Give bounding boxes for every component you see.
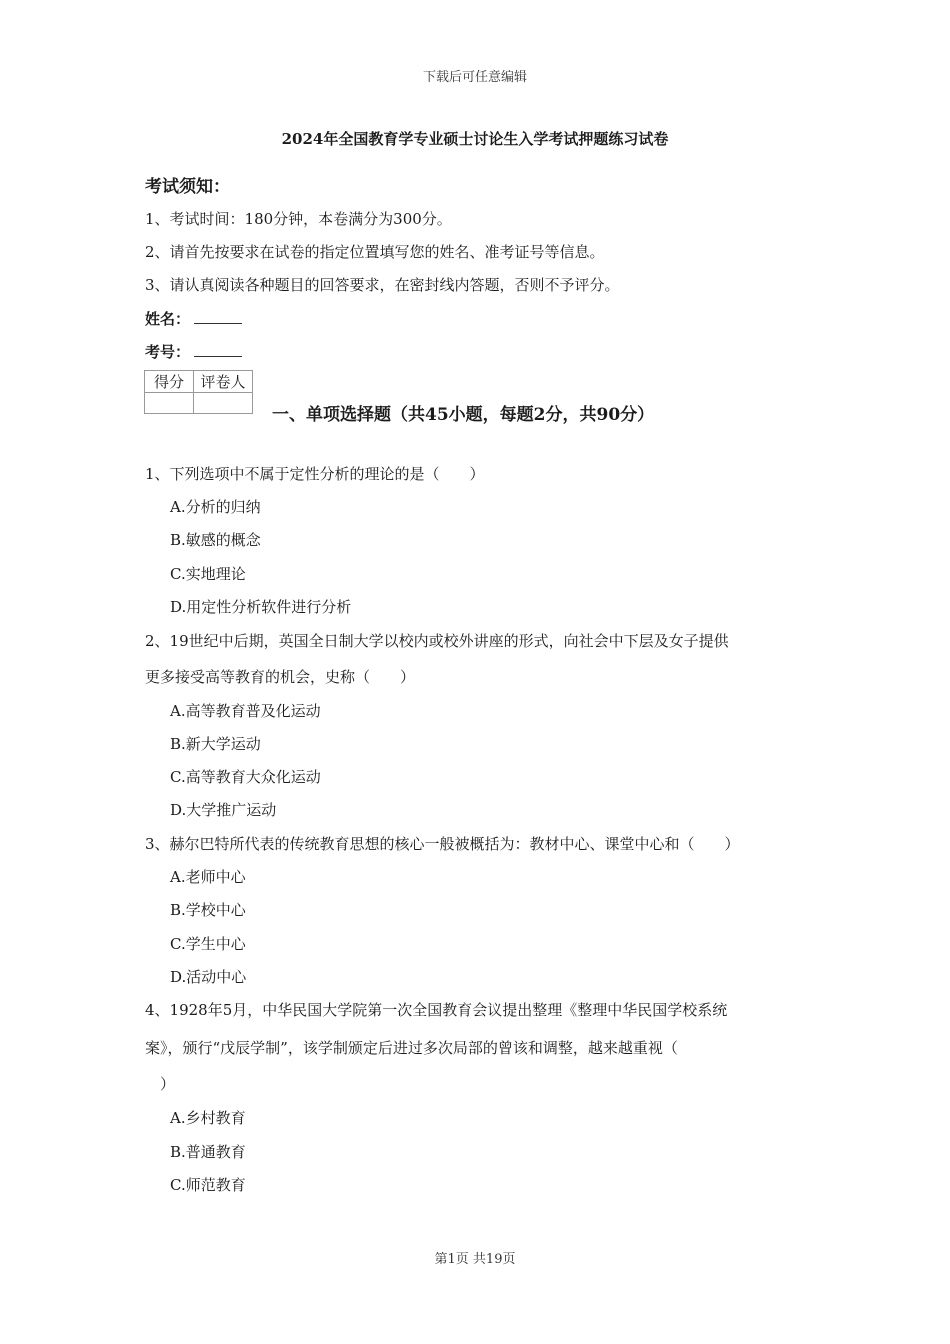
question-option: A.老师中心 xyxy=(170,868,246,886)
question-text: 案》，颁行“戊辰学制”，该学制颁定后进过多次局部的曾该和调整，越来越重视（ xyxy=(145,1039,678,1057)
name-field xyxy=(145,308,242,329)
question-text: 2、19世纪中后期，英国全日制大学以校内或校外讲座的形式，向社会中下层及女子提供 xyxy=(145,632,729,650)
id-label: 考号： xyxy=(145,343,191,361)
notice-item: 1、考试时间：180分钟，本卷满分为300分。 xyxy=(145,210,452,228)
question-text: ） xyxy=(145,1075,176,1093)
question-option: C.高等教育大众化运动 xyxy=(170,768,321,786)
name-blank xyxy=(194,309,242,324)
question-option: B.学校中心 xyxy=(170,901,246,919)
grader-cell xyxy=(194,393,253,414)
id-field xyxy=(145,341,242,362)
question-option: C.实地理论 xyxy=(170,565,246,583)
question-option: C.师范教育 xyxy=(170,1176,246,1194)
notice-item: 2、请首先按要求在试卷的指定位置填写您的姓名、准考证号等信息。 xyxy=(145,243,605,261)
question-text: 1、下列选项中不属于定性分析的理论的是（ ） xyxy=(145,465,485,483)
question-option: D.用定性分析软件进行分析 xyxy=(170,598,352,616)
question-option: B.敏感的概念 xyxy=(170,531,261,549)
question-text: 更多接受高等教育的机会，史称（ ） xyxy=(145,668,416,686)
question-option: A.高等教育普及化运动 xyxy=(170,702,321,720)
question-option: B.普通教育 xyxy=(170,1143,246,1161)
question-option: D.活动中心 xyxy=(170,968,247,986)
name-label: 姓名： xyxy=(145,310,191,328)
question-text: 3、赫尔巴特所代表的传统教育思想的核心一般被概括为：教材中心、课堂中心和（ ） xyxy=(145,835,740,853)
section-title: 一、单项选择题（共45小题，每题2分，共90分） xyxy=(272,405,655,425)
notice-heading: 考试须知： xyxy=(145,177,230,197)
page-header: 下载后可任意编辑 xyxy=(422,70,527,85)
question-option: C.学生中心 xyxy=(170,935,246,953)
grader-header: 评卷人 xyxy=(194,371,253,393)
id-blank xyxy=(194,342,242,357)
score-cell xyxy=(145,393,194,414)
question-text: 4、1928年5月，中华民国大学院第一次全国教育会议提出整理《整理中华民国学校系统 xyxy=(145,1001,728,1019)
question-option: D.大学推广运动 xyxy=(170,801,277,819)
exam-title: 2024年全国教育学专业硕士讨论生入学考试押题练习试卷 xyxy=(281,130,669,148)
score-header: 得分 xyxy=(145,371,194,393)
question-option: B.新大学运动 xyxy=(170,735,261,753)
question-option: A.分析的归纳 xyxy=(170,498,261,516)
page-footer: 第1页 共19页 xyxy=(434,1252,516,1267)
score-table xyxy=(144,370,253,414)
notice-item: 3、请认真阅读各种题目的回答要求，在密封线内答题，否则不予评分。 xyxy=(145,276,620,294)
question-option: A.乡村教育 xyxy=(170,1109,246,1127)
